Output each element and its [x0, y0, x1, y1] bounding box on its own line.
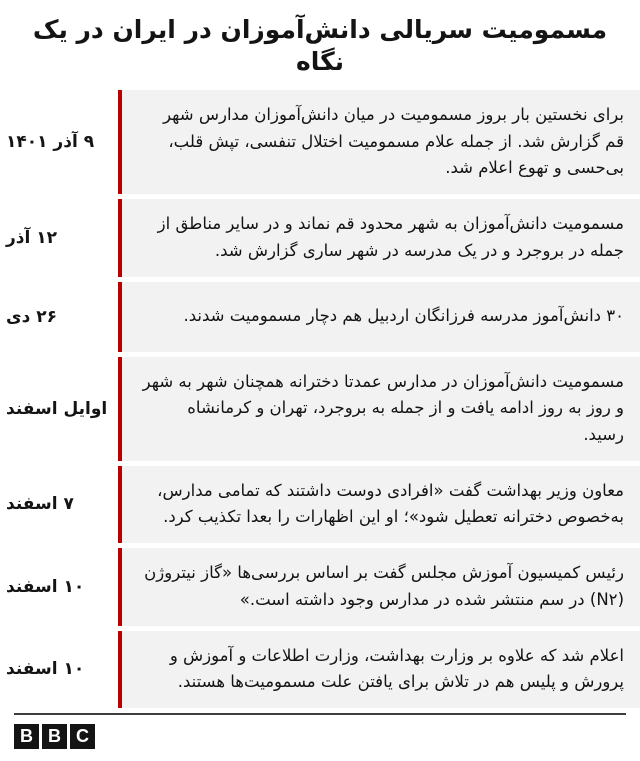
timeline-marker-bar: [118, 199, 122, 276]
timeline-date-cell: [0, 90, 118, 194]
footer-divider: [14, 713, 626, 715]
timeline-row: [0, 466, 640, 543]
timeline-description-cell: [122, 199, 640, 276]
timeline-description: ۳۰ دانش‌آموز مدرسه فرزانگان اردبیل هم دچار مسمومیت شدند.: [183, 306, 624, 326]
timeline-date: اوایل اسفند: [6, 398, 108, 419]
bbc-logo-letter-1: B: [14, 724, 39, 749]
timeline-description-cell: [122, 282, 640, 352]
bbc-logo-letter-2: B: [42, 724, 67, 749]
timeline-description: معاون وزیر بهداشت گفت «افرادی دوست داشتند که تمامی مدارس، به‌خصوص دخترانه تعطیل شود»؛ او این اظهارات را بعدا تکذیب کرد.: [157, 480, 624, 527]
page-title: مسمومیت سریالی دانش‌آموزان در ایران در یک نگاه: [32, 15, 608, 76]
timeline-marker-bar: [118, 631, 122, 708]
timeline-date-cell: [0, 548, 118, 625]
timeline-row: [0, 90, 640, 194]
timeline-date: ۲۶ دی: [6, 306, 57, 327]
timeline-description: رئیس کمیسیون آموزش مجلس گفت بر اساس بررسی‌ها «گاز نیتروژن (N۲) در سم منتشر شده در مدارس وجود داشته است.»: [144, 563, 624, 609]
timeline-description-cell: [122, 90, 640, 194]
timeline-description-cell: [122, 631, 640, 708]
timeline-date: ۷ اسفند: [6, 494, 74, 515]
timeline-description: مسمومیت دانش‌آموزان به شهر محدود قم نماند و در سایر مناطق از جمله در بروجرد و در یک مدرسه در شهر ساری گزارش شد.: [157, 214, 624, 260]
timeline-marker-bar: [118, 548, 122, 625]
footer-section: [0, 713, 640, 761]
title-section: [0, 0, 640, 90]
timeline-description: برای نخستین بار بروز مسمومیت در میان دانش‌آموزان مدارس شهر قم گزارش شد. از جمله علام مسمومیت اختلال تنفسی، تپش قلب، بی‌حسی و تهوع اعلام شد.: [163, 105, 624, 178]
timeline-marker-bar: [118, 90, 122, 194]
timeline-description: اعلام شد که علاوه بر وزارت بهداشت، وزارت اطلاعات و آموزش و پرورش و پلیس هم در تلاش برای یافتن علت مسمومیت‌ها هستند.: [169, 645, 624, 692]
timeline-date: ۱۲ آذر: [6, 227, 58, 248]
timeline-row: [0, 548, 640, 625]
timeline-description: مسمومیت دانش‌آموزان در مدارس عمدتا دخترانه همچنان شهر به شهر و روز به روز ادامه یافت و از جمله به بروجرد، تهران و کرمانشاه رسید.: [142, 371, 624, 445]
timeline-marker-bar: [118, 357, 122, 461]
timeline-date: ۹ آذر ۱۴۰۱: [6, 132, 95, 153]
timeline-marker-bar: [118, 282, 122, 352]
timeline-date-cell: [0, 199, 118, 276]
timeline-date-cell: [0, 466, 118, 543]
timeline-date: ۱۰ اسفند: [6, 659, 85, 680]
timeline-date-cell: [0, 357, 118, 461]
timeline-row: [0, 631, 640, 708]
bbc-logo: [14, 724, 626, 749]
timeline-row: [0, 357, 640, 461]
timeline-date-cell: [0, 282, 118, 352]
timeline-description-cell: [122, 548, 640, 625]
timeline-marker-bar: [118, 466, 122, 543]
bbc-logo-letter-3: C: [70, 724, 95, 749]
timeline-list: [0, 90, 640, 713]
timeline-row: [0, 199, 640, 276]
timeline-date: ۱۰ اسفند: [6, 576, 85, 597]
timeline-description-cell: [122, 357, 640, 461]
timeline-date-cell: [0, 631, 118, 708]
timeline-description-cell: [122, 466, 640, 543]
timeline-row: [0, 282, 640, 352]
